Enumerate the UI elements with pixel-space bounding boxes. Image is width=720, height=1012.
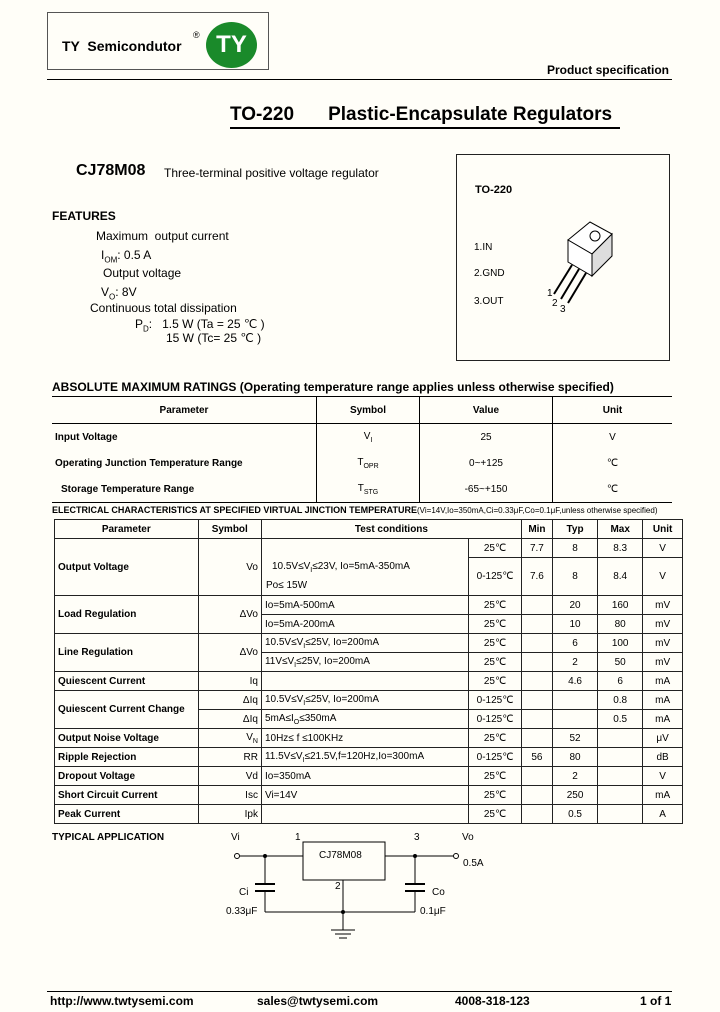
param-cell: Dropout Voltage bbox=[55, 767, 199, 786]
temp-cell: 0-125℃ bbox=[469, 558, 522, 596]
min-cell bbox=[521, 729, 552, 748]
unit-cell: μV bbox=[643, 729, 683, 748]
unit-cell: mA bbox=[643, 786, 683, 805]
cond-cell: $5mA\le I_O\le 350mA$ bbox=[261, 710, 468, 729]
elec-header-parameter: Parameter bbox=[55, 520, 199, 539]
feature-vo: $V_O$: 8V bbox=[101, 285, 137, 302]
cond-cell: Vi=14V bbox=[261, 786, 468, 805]
typ-cell: 250 bbox=[553, 786, 598, 805]
sym-line-regulation: ΔVo bbox=[198, 634, 261, 672]
sym-cell: Vd bbox=[198, 767, 261, 786]
unit-cell: V bbox=[643, 558, 683, 596]
min-cell bbox=[521, 786, 552, 805]
unit-cell: mA bbox=[643, 691, 683, 710]
package-title: TO-220 bbox=[475, 184, 513, 196]
cond-cell: Io=5mA-200mA bbox=[261, 615, 468, 634]
param-cell: Output Noise Voltage bbox=[55, 729, 199, 748]
temp-cell: 25℃ bbox=[469, 805, 522, 824]
unit-cell: mV bbox=[643, 615, 683, 634]
unit-cell: A bbox=[643, 805, 683, 824]
lead-label-2: 2 bbox=[552, 298, 558, 309]
sym-cell: ΔIq bbox=[198, 710, 261, 729]
elec-header-max: Max bbox=[598, 520, 643, 539]
company-logo-icon bbox=[206, 22, 257, 68]
abs-unit: V bbox=[609, 431, 616, 443]
abs-param: Input Voltage bbox=[52, 424, 317, 451]
table-row bbox=[55, 805, 683, 824]
max-cell: 6 bbox=[598, 672, 643, 691]
max-cell bbox=[598, 767, 643, 786]
min-cell: 7.7 bbox=[521, 539, 552, 558]
table-row bbox=[52, 424, 672, 451]
abs-symbol: $V_I$ bbox=[317, 424, 420, 451]
max-cell bbox=[598, 805, 643, 824]
unit-cell: mV bbox=[643, 653, 683, 672]
features-heading: FEATURES bbox=[52, 209, 116, 223]
elec-header-typ: Typ bbox=[553, 520, 598, 539]
table-row bbox=[55, 786, 683, 805]
abs-symbol: $T_{STG}$ bbox=[317, 476, 420, 503]
logo-letters: TY bbox=[216, 31, 247, 58]
abs-header-symbol: Symbol bbox=[317, 397, 420, 424]
unit-cell: mA bbox=[643, 672, 683, 691]
max-cell bbox=[598, 729, 643, 748]
temp-cell: 25℃ bbox=[469, 539, 522, 558]
abs-max-table bbox=[52, 396, 672, 503]
table-row bbox=[52, 476, 672, 503]
elec-table bbox=[54, 519, 683, 824]
param-quiescent-change: Quiescent Current Change bbox=[55, 691, 199, 729]
unit-cell: V bbox=[643, 539, 683, 558]
circuit-ci-label: Ci bbox=[239, 887, 249, 898]
document-title bbox=[230, 104, 612, 126]
cond-cell: $11.5V\le V_I\le 21.5V,f=120Hz,Io=300mA$ bbox=[261, 748, 468, 767]
footer-url-link[interactable]: http://www.twtysemi.com bbox=[50, 994, 194, 1008]
part-number: CJ78M08 bbox=[76, 162, 146, 179]
max-cell: 100 bbox=[598, 634, 643, 653]
unit-cell: mA bbox=[643, 710, 683, 729]
unit-cell: V bbox=[643, 767, 683, 786]
sym-cell: RR bbox=[198, 748, 261, 767]
circuit-co-label: Co bbox=[432, 887, 445, 898]
footer-phone: 4008-318-123 bbox=[455, 994, 530, 1008]
param-line-regulation: Line Regulation bbox=[55, 634, 199, 672]
sym-cell: ΔIq bbox=[198, 691, 261, 710]
cond-cell: Io=350mA bbox=[261, 767, 468, 786]
typ-cell: 52 bbox=[553, 729, 598, 748]
param-quiescent-current: Quiescent Current bbox=[55, 672, 199, 691]
footer-email-link[interactable]: sales@twtysemi.com bbox=[257, 994, 379, 1008]
param-cell: Ripple Rejection bbox=[55, 748, 199, 767]
abs-header-unit: Unit bbox=[602, 404, 623, 416]
min-cell bbox=[521, 767, 552, 786]
elec-header-min: Min bbox=[521, 520, 552, 539]
elec-header-symbol: Symbol bbox=[198, 520, 261, 539]
typ-cell: 4.6 bbox=[553, 672, 598, 691]
temp-cell: 25℃ bbox=[469, 767, 522, 786]
sym-cell: Isc bbox=[198, 786, 261, 805]
temp-cell: 25℃ bbox=[469, 634, 522, 653]
max-cell bbox=[598, 786, 643, 805]
table-row bbox=[55, 729, 683, 748]
sym-quiescent-current: Iq bbox=[198, 672, 261, 691]
abs-param: Operating Junction Temperature Range bbox=[52, 450, 317, 476]
table-row bbox=[55, 767, 683, 786]
circuit-vi-label: Vi bbox=[231, 832, 240, 843]
table-row bbox=[55, 596, 683, 615]
table-row bbox=[55, 672, 683, 691]
max-cell: 80 bbox=[598, 615, 643, 634]
sym-cell: $V_N$ bbox=[198, 729, 261, 748]
param-output-voltage: Output Voltage bbox=[55, 539, 199, 596]
unit-cell: dB bbox=[643, 748, 683, 767]
cond-cell: $10.5V\le V_I\le 25V$, Io=200mA bbox=[261, 691, 468, 710]
abs-value: -65~+150 bbox=[420, 476, 553, 503]
min-cell: 7.6 bbox=[521, 558, 552, 596]
unit-cell: mV bbox=[643, 634, 683, 653]
abs-param: Storage Temperature Range bbox=[52, 476, 317, 503]
min-cell: 56 bbox=[521, 748, 552, 767]
max-cell: 0.5 bbox=[598, 710, 643, 729]
typ-cell: 10 bbox=[553, 615, 598, 634]
max-cell bbox=[598, 748, 643, 767]
abs-unit: ℃ bbox=[606, 457, 619, 469]
max-cell: 0.8 bbox=[598, 691, 643, 710]
abs-value: 0~+125 bbox=[420, 450, 553, 476]
abs-header-parameter: Parameter bbox=[52, 397, 317, 424]
sym-cell: Ipk bbox=[198, 805, 261, 824]
table-row bbox=[55, 748, 683, 767]
table-row bbox=[55, 539, 683, 558]
circuit-ci-value: 0.33μF bbox=[226, 906, 258, 917]
typical-application-heading: TYPICAL APPLICATION bbox=[52, 832, 165, 843]
abs-symbol: $T_{OPR}$ bbox=[317, 450, 420, 476]
typ-cell: 0.5 bbox=[553, 805, 598, 824]
pin-2-label: 2.GND bbox=[474, 268, 505, 279]
max-cell: 8.4 bbox=[598, 558, 643, 596]
min-cell bbox=[521, 805, 552, 824]
cond-cell bbox=[261, 805, 468, 824]
feature-max-current-label: Maximum output current bbox=[96, 229, 229, 243]
sym-output-voltage: Vo bbox=[198, 539, 261, 596]
param-cell: Peak Current bbox=[55, 805, 199, 824]
temp-cell: 25℃ bbox=[469, 786, 522, 805]
typ-cell: 8 bbox=[553, 558, 598, 596]
table-row bbox=[55, 691, 683, 710]
typ-cell: 2 bbox=[553, 653, 598, 672]
temp-cell: 25℃ bbox=[469, 672, 522, 691]
elec-header-unit: Unit bbox=[643, 520, 683, 539]
feature-output-voltage-label: Output voltage bbox=[103, 266, 182, 280]
temp-cell: 0-125℃ bbox=[469, 748, 522, 767]
cond-cell: 10Hz≤ f ≤100KHz bbox=[261, 729, 468, 748]
sym-load-regulation: ΔVo bbox=[198, 596, 261, 634]
footer-page-number: 1 of 1 bbox=[640, 994, 672, 1008]
circuit-pin1-label: 1 bbox=[295, 832, 301, 843]
title-package: TO-220 bbox=[230, 104, 295, 125]
param-cell: Short Circuit Current bbox=[55, 786, 199, 805]
max-cell: 8.3 bbox=[598, 539, 643, 558]
max-cell: 160 bbox=[598, 596, 643, 615]
feature-iom: $I_{OM}$: 0.5 A bbox=[101, 248, 152, 265]
table-row bbox=[55, 634, 683, 653]
temp-cell: 25℃ bbox=[469, 615, 522, 634]
circuit-vo-label: Vo bbox=[462, 832, 474, 843]
abs-header-value: Value bbox=[420, 397, 553, 424]
circuit-chip-label: CJ78M08 bbox=[319, 850, 362, 861]
max-cell: 50 bbox=[598, 653, 643, 672]
table-row bbox=[52, 450, 672, 476]
title-underline bbox=[230, 127, 620, 129]
cond-cell: Io=5mA-500mA bbox=[261, 596, 468, 615]
typ-cell: 6 bbox=[553, 634, 598, 653]
temp-cell: 25℃ bbox=[469, 729, 522, 748]
part-description: Three-terminal positive voltage regulator bbox=[164, 166, 379, 180]
elec-heading: ELECTRICAL CHARACTERISTICS AT SPECIFIED VIRTUAL JINCTION TEMPERATURE(Vi=14V,Io=350mA,Ci=0.33μF,Co=0.1μF,unless otherwise specified) bbox=[52, 505, 658, 515]
unit-cell: mV bbox=[643, 596, 683, 615]
typ-cell: 20 bbox=[553, 596, 598, 615]
company-name: TY Semicondutor bbox=[62, 38, 182, 54]
temp-cell: 25℃ bbox=[469, 596, 522, 615]
temp-cell: 25℃ bbox=[469, 653, 522, 672]
elec-header-conditions: Test conditions bbox=[261, 520, 521, 539]
cond-output-power: Po≤ 15W bbox=[261, 577, 468, 596]
param-load-regulation: Load Regulation bbox=[55, 596, 199, 634]
circuit-co-value: 0.1μF bbox=[420, 906, 446, 917]
cond-cell: $11V\le V_I\le 25V$, Io=200mA bbox=[261, 653, 468, 672]
circuit-pin3-label: 3 bbox=[414, 832, 420, 843]
circuit-pin2-label: 2 bbox=[335, 881, 341, 892]
registered-mark: ® bbox=[193, 30, 200, 40]
cond-cell: $10.5V\le V_I\le 25V$, Io=200mA bbox=[261, 634, 468, 653]
abs-max-heading: ABSOLUTE MAXIMUM RATINGS (Operating temperature range applies unless otherwise specified) bbox=[52, 380, 614, 394]
typ-cell: 8 bbox=[553, 539, 598, 558]
lead-label-1: 1 bbox=[547, 288, 553, 299]
feature-pd-tc: 15 W (Tc= 25 ℃ ) bbox=[166, 331, 262, 345]
footer-rule bbox=[47, 991, 672, 992]
circuit-current-label: 0.5A bbox=[463, 858, 484, 869]
feature-dissipation-label: Continuous total dissipation bbox=[90, 301, 237, 315]
header-rule bbox=[47, 79, 672, 80]
cond-output-voltage: $10.5V\le V_I\le 23V$, Io=5mA-350mA bbox=[261, 558, 468, 577]
pin-3-label: 3.OUT bbox=[474, 296, 504, 307]
temp-cell: 0-125℃ bbox=[469, 691, 522, 710]
typ-cell: 2 bbox=[553, 767, 598, 786]
title-name: Plastic-Encapsulate Regulators bbox=[328, 104, 613, 125]
abs-value: 25 bbox=[420, 424, 553, 451]
feature-pd: $P_D$: 1.5 W (Ta = 25 ℃ ) bbox=[135, 317, 265, 334]
typ-cell: 80 bbox=[553, 748, 598, 767]
temp-cell: 0-125℃ bbox=[469, 710, 522, 729]
pin-1-label: 1.IN bbox=[474, 242, 493, 253]
lead-label-3: 3 bbox=[560, 304, 566, 315]
product-specification-label: Product specification bbox=[546, 63, 669, 77]
abs-unit: ℃ bbox=[606, 483, 619, 495]
